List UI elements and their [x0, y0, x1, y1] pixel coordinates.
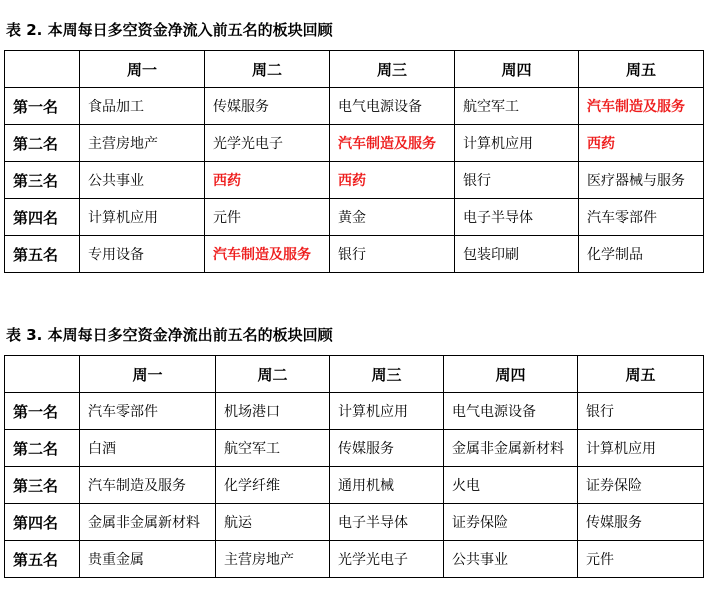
net-inflow-top5-table	[4, 50, 704, 273]
table-row	[5, 236, 704, 273]
sector-cell: 计算机应用	[455, 125, 579, 162]
sector-cell-highlighted: 西药	[579, 125, 704, 162]
header-row	[5, 51, 704, 88]
sector-cell: 白酒	[80, 430, 216, 467]
table-row	[5, 467, 704, 504]
header-corner-cell	[5, 356, 80, 393]
sector-cell: 航运	[216, 504, 330, 541]
header-wednesday: 周三	[330, 356, 444, 393]
rank-label: 第一名	[5, 88, 80, 125]
table-row	[5, 504, 704, 541]
sector-cell: 公共事业	[80, 162, 205, 199]
net-outflow-top5-table	[4, 355, 704, 578]
rank-label: 第三名	[5, 467, 80, 504]
sector-cell: 食品加工	[80, 88, 205, 125]
header-wednesday: 周三	[330, 51, 455, 88]
table-row	[5, 393, 704, 430]
table3-caption: 表 3. 本周每日多空资金净流出前五名的板块回顾	[6, 326, 333, 344]
sector-cell: 金属非金属新材料	[444, 430, 578, 467]
rank-label: 第四名	[5, 504, 80, 541]
sector-cell: 元件	[578, 541, 704, 578]
sector-cell: 汽车制造及服务	[80, 467, 216, 504]
sector-cell: 证券保险	[578, 467, 704, 504]
header-monday: 周一	[80, 51, 205, 88]
header-corner-cell	[5, 51, 80, 88]
sector-cell-highlighted: 汽车制造及服务	[579, 88, 704, 125]
sector-cell: 证券保险	[444, 504, 578, 541]
sector-cell: 汽车零部件	[579, 199, 704, 236]
table2-caption: 表 2. 本周每日多空资金净流入前五名的板块回顾	[6, 21, 333, 39]
sector-cell: 银行	[455, 162, 579, 199]
sector-cell: 包装印刷	[455, 236, 579, 273]
sector-cell: 医疗器械与服务	[579, 162, 704, 199]
table-row	[5, 541, 704, 578]
sector-cell: 银行	[578, 393, 704, 430]
header-tuesday: 周二	[205, 51, 330, 88]
sector-cell: 化学纤维	[216, 467, 330, 504]
sector-cell-highlighted: 西药	[205, 162, 330, 199]
sector-cell: 金属非金属新材料	[80, 504, 216, 541]
rank-label: 第三名	[5, 162, 80, 199]
sector-cell: 汽车零部件	[80, 393, 216, 430]
table-row	[5, 162, 704, 199]
sector-cell: 专用设备	[80, 236, 205, 273]
header-tuesday: 周二	[216, 356, 330, 393]
sector-cell: 传媒服务	[578, 504, 704, 541]
rank-label: 第二名	[5, 430, 80, 467]
rank-label: 第四名	[5, 199, 80, 236]
sector-cell-highlighted: 汽车制造及服务	[205, 236, 330, 273]
sector-cell-highlighted: 汽车制造及服务	[330, 125, 455, 162]
rank-label: 第二名	[5, 125, 80, 162]
sector-cell-highlighted: 西药	[330, 162, 455, 199]
sector-cell: 火电	[444, 467, 578, 504]
header-row	[5, 356, 704, 393]
sector-cell: 主营房地产	[80, 125, 205, 162]
header-thursday: 周四	[444, 356, 578, 393]
header-thursday: 周四	[455, 51, 579, 88]
sector-cell: 电子半导体	[330, 504, 444, 541]
sector-cell: 计算机应用	[330, 393, 444, 430]
sector-cell: 元件	[205, 199, 330, 236]
sector-cell: 光学光电子	[330, 541, 444, 578]
sector-cell: 贵重金属	[80, 541, 216, 578]
sector-cell: 银行	[330, 236, 455, 273]
sector-cell: 航空军工	[455, 88, 579, 125]
sector-cell: 传媒服务	[330, 430, 444, 467]
sector-cell: 通用机械	[330, 467, 444, 504]
header-friday: 周五	[578, 356, 704, 393]
rank-label: 第五名	[5, 236, 80, 273]
sector-cell: 电气电源设备	[444, 393, 578, 430]
sector-cell: 计算机应用	[80, 199, 205, 236]
rank-label: 第五名	[5, 541, 80, 578]
sector-cell: 黄金	[330, 199, 455, 236]
sector-cell: 计算机应用	[578, 430, 704, 467]
sector-cell: 电气电源设备	[330, 88, 455, 125]
table-row	[5, 430, 704, 467]
header-friday: 周五	[579, 51, 704, 88]
header-monday: 周一	[80, 356, 216, 393]
sector-cell: 化学制品	[579, 236, 704, 273]
sector-cell: 传媒服务	[205, 88, 330, 125]
sector-cell: 电子半导体	[455, 199, 579, 236]
sector-cell: 主营房地产	[216, 541, 330, 578]
table-row	[5, 88, 704, 125]
sector-cell: 机场港口	[216, 393, 330, 430]
table-row	[5, 199, 704, 236]
sector-cell: 航空军工	[216, 430, 330, 467]
rank-label: 第一名	[5, 393, 80, 430]
sector-cell: 公共事业	[444, 541, 578, 578]
table-row	[5, 125, 704, 162]
sector-cell: 光学光电子	[205, 125, 330, 162]
